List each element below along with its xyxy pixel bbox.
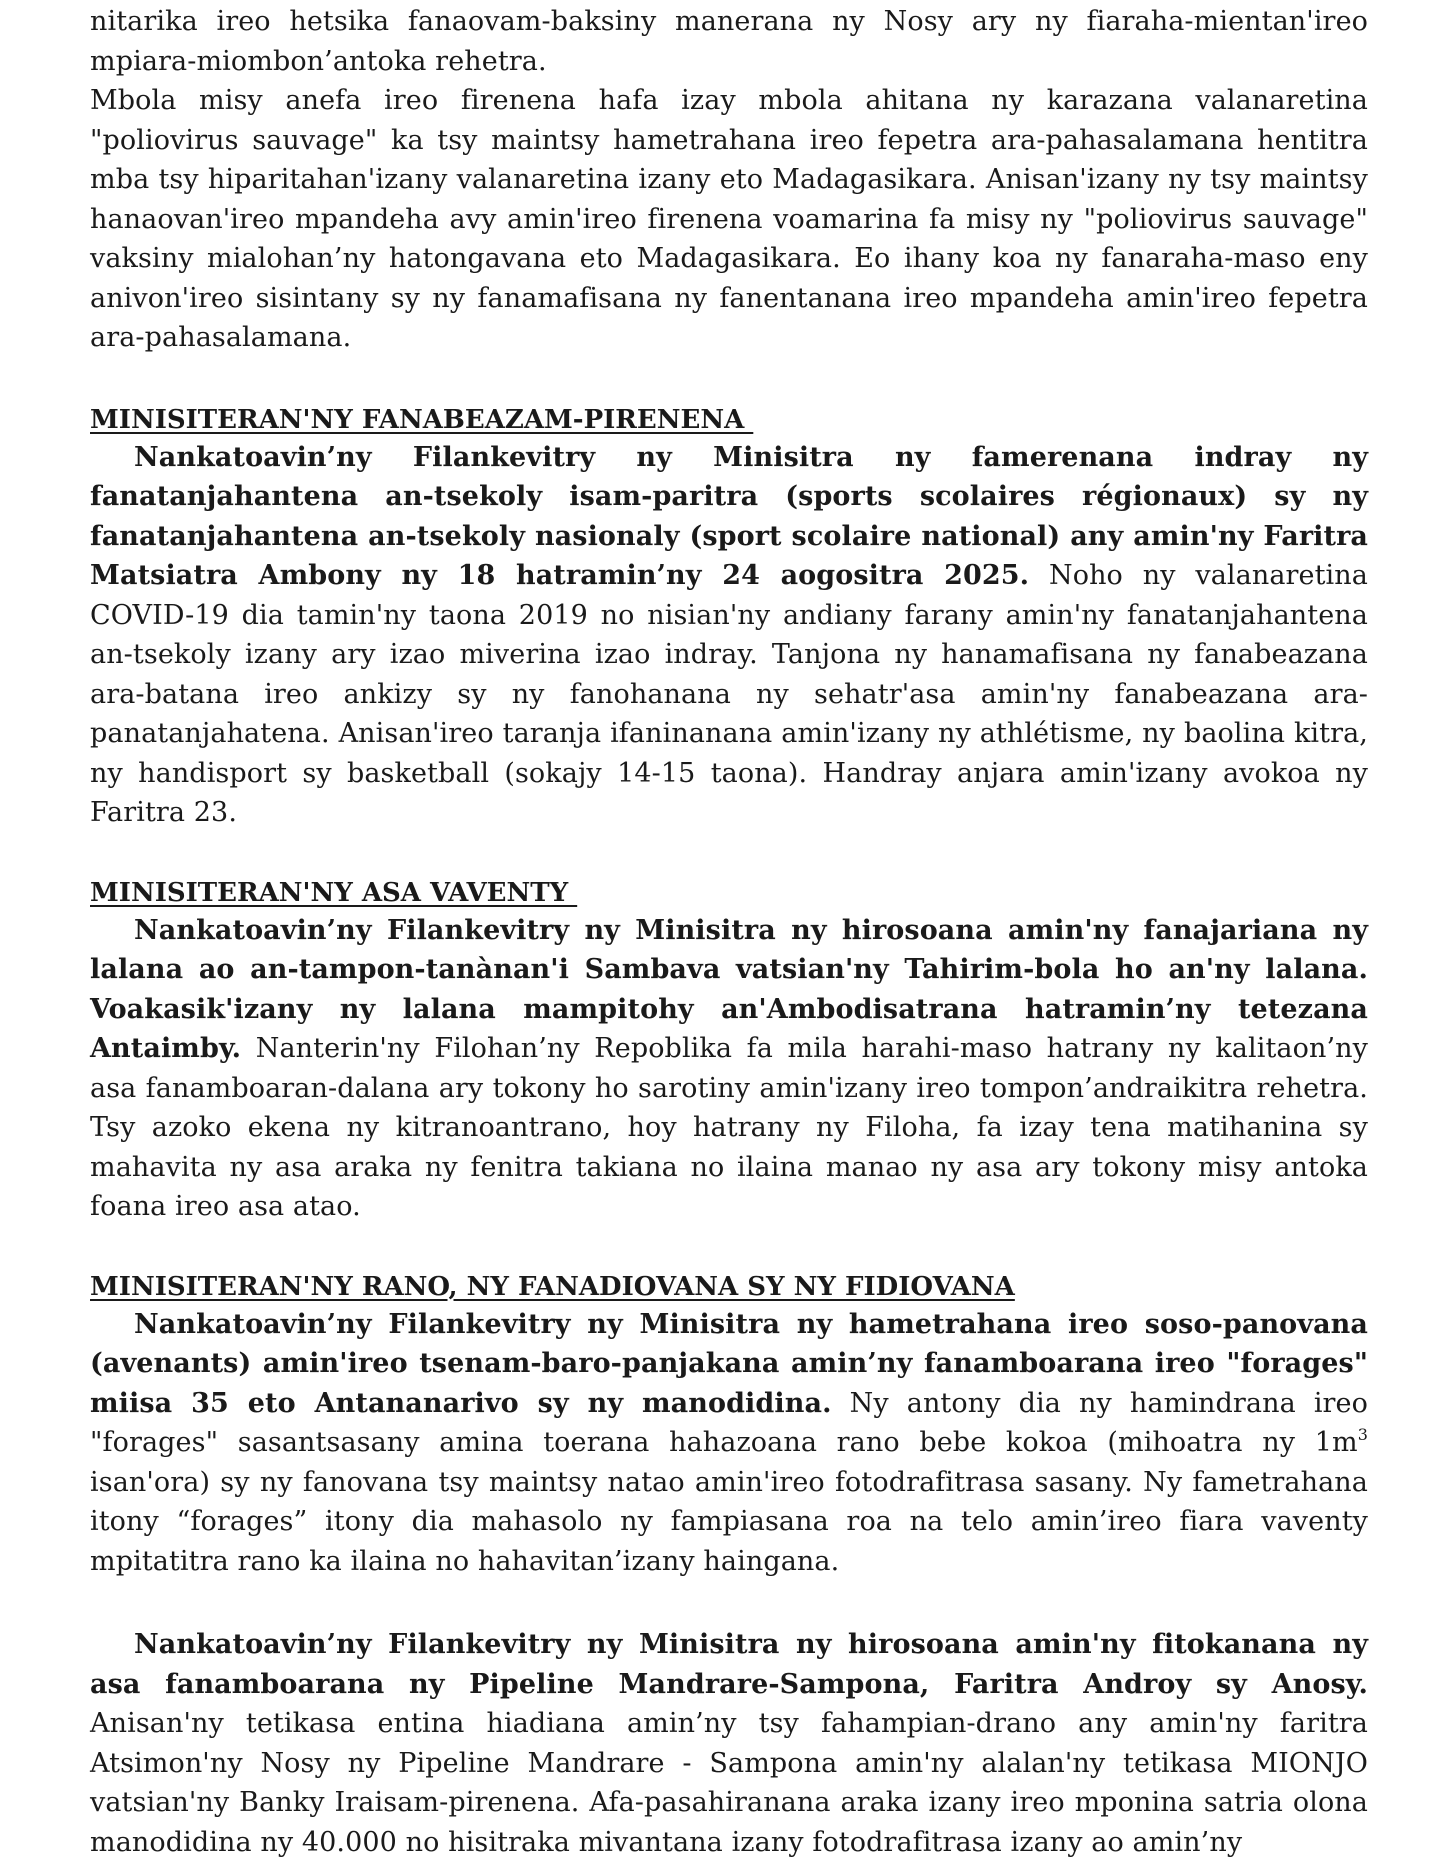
spacer	[90, 358, 1368, 402]
bold-lead: Nankatoavin’ny Filankevitry ny Minisitra ny hirosoana amin'ny fitokanana ny asa fanamboarana ny Pipeline Mandrare-Sampona, Faritra Androy sy Anosy.	[90, 1629, 1368, 1700]
section-heading-education: MINISITERAN'NY FANABEAZAM-PIRENENA	[90, 404, 754, 435]
section-paragraph	[90, 1625, 1368, 1862]
body-text: Ny antony dia ny hamindrana ireo "forages" sasantsasany amina toerana hahazoana rano bebe kokoa (mihoatra ny 1m	[90, 1387, 1368, 1458]
document-page	[90, 2, 1368, 1862]
body-text: Anisan'ny tetikasa entina hiadiana amin’ny tsy fahampian-drano any amin'ny faritra Atsimon'ny Nosy ny Pipeline Mandrare - Sampona amin'ny alalan'ny tetikasa MIONJO vatsian'ny Banky Iraisam-pirenena. Afa-pasahiranana araka izany ireo mponina satria olona manodidina ny 40.000 no hisitraka mivantana izany fotodrafitrasa izany ao amin’ny	[90, 1708, 1368, 1858]
intro-paragraph-2: Mbola misy anefa ireo firenena hafa izay mbola ahitana ny karazana valanaretina "poliovirus sauvage" ka tsy maintsy hametrahana ireo fepetra ara-pahasalamana hentitra mba tsy hiparitahan'izany valanaretina izany eto Madagasikara. Anisan'izany ny tsy maintsy hanaovan'ireo mpandeha avy amin'ireo firenena voamarina fa misy ny "poliovirus sauvage" vaksiny mialohan’ny hatongavana eto Madagasikara. Eo ihany koa ny fanaraha-maso eny anivon'ireo sisintany sy ny fanamafisana ny fanentanana ireo mpandeha amin'ireo fepetra ara-pahasalamana.	[90, 85, 1368, 353]
spacer	[90, 1581, 1368, 1625]
section-heading-public-works: MINISITERAN'NY ASA VAVENTY	[90, 877, 578, 908]
section-paragraph	[90, 911, 1368, 1227]
spacer	[90, 833, 1368, 875]
section-paragraph	[90, 438, 1368, 833]
spacer	[90, 1227, 1368, 1269]
bold-lead: Nankatoavin’ny Filankevitry ny Minisitra ny hirosoana amin'ny fanajariana ny lalana ao an-tampon-tanànan'i Sambava vatsian'ny Tahirim-bola ho an'ny lalana. Voakasik'izany ny lalana mampitohy an'Ambodisatrana hatramin’ny tetezana Antaimby.	[90, 914, 1368, 1064]
section-heading-water: MINISITERAN'NY RANO, NY FANADIOVANA SY NY FIDIOVANA	[90, 1271, 1015, 1302]
section-paragraph	[90, 1305, 1368, 1582]
body-text: isan'ora) sy ny fanovana tsy maintsy natao amin'ireo fotodrafitrasa sasany. Ny fametrahana itony “forages” itony dia mahasolo ny fampiasana roa na telo amin’ireo fiara vaventy mpitatitra rano ka ilaina no hahavitan’izany haingana.	[90, 1466, 1368, 1577]
body-text: Nanterin'ny Filohan’ny Repoblika fa mila harahi-maso hatrany ny kalitaon’ny asa fanamboaran-dalana ary tokony ho sarotiny amin'izany ireo tompon’andraikitra rehetra. Tsy azoko ekena ny kitranoantrano, hoy hatrany ny Filoha, fa izay tena matihanina sy mahavita ny asa araka ny fenitra takiana no ilaina manao ny asa ary tokony misy antoka foana ireo asa atao.	[90, 1033, 1368, 1222]
bold-lead: Nankatoavin’ny Filankevitry ny Minisitra ny famerenana indray ny fanatanjahantena an-tsekoly isam-paritra (sports scolaires régionaux) sy ny fanatanjahantena an-tsekoly nasionaly (sport scolaire national) any amin'ny Faritra Matsiatra Ambony ny 18 hatramin’ny 24 aogositra 2025.	[90, 441, 1368, 591]
superscript: 3	[1357, 1425, 1368, 1444]
body-text: Noho ny valanaretina COVID-19 dia tamin'ny taona 2019 no nisian'ny andiany farany amin'ny fanatanjahantena an-tsekoly izany ary izao miverina izao indray. Tanjona ny hanamafisana ny fanabeazana ara-batana ireo ankizy sy ny fanohanana ny sehatr'asa amin'ny fanabeazana ara-panatanjahatena. Anisan'ireo taranja ifaninanana amin'izany ny athlétisme, ny baolina kitra, ny handisport sy basketball (sokajy 14-15 taona). Handray anjara amin'izany avokoa ny Faritra 23.	[90, 560, 1368, 828]
intro-paragraph-1: nitarika ireo hetsika fanaovam-baksiny manerana ny Nosy ary ny fiaraha-mientan'ireo mpiara-miombon’antoka rehetra.	[90, 6, 1368, 77]
bold-lead: Nankatoavin’ny Filankevitry ny Minisitra ny hametrahana ireo soso-panovana (avenants) amin'ireo tsenam-baro-panjakana amin’ny fanamboarana ireo "forages" miisa 35 eto Antananarivo sy ny manodidina.	[90, 1308, 1368, 1419]
